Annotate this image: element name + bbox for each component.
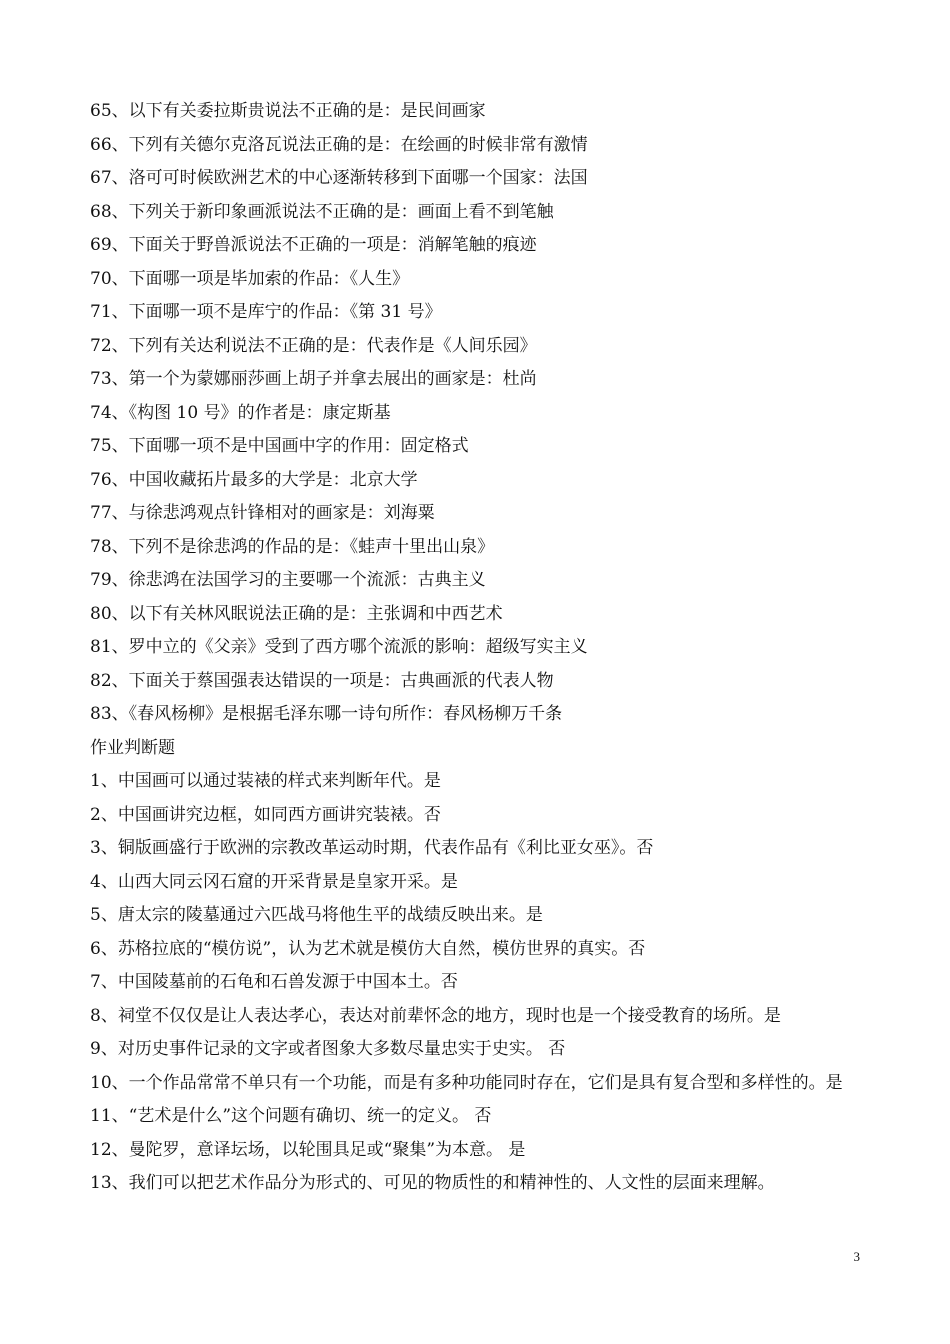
choice-item-66: 66、下列有关德尔克洛瓦说法正确的是：在绘画的时候非常有激情 [90, 134, 588, 155]
choice-item-76: 76、中国收藏拓片最多的大学是：北京大学 [90, 469, 418, 490]
choice-item-77: 77、与徐悲鸿观点针锋相对的画家是：刘海粟 [90, 503, 435, 523]
judgement-item-1: 1、中国画可以通过装裱的样式来判断年代。是 [90, 771, 441, 791]
choice-item-72: 72、下列有关达利说法不正确的是：代表作是《人间乐园》 [90, 335, 537, 356]
choice-item-69: 69、下面关于野兽派说法不正确的一项是：消解笔触的痕迹 [90, 235, 537, 255]
judgement-item-9: 9、对历史事件记录的文字或者图象大多数尽量忠实于史实。 否 [90, 1039, 566, 1059]
judgement-item-11: 11、“艺术是什么”这个问题有确切、统一的定义。 否 [90, 1106, 492, 1126]
choice-item-83: 83、《春风杨柳》是根据毛泽东哪一诗句所作：春风杨柳万千条 [90, 704, 563, 724]
section-heading: 作业判断题 [90, 737, 175, 758]
judgement-item-7: 7、中国陵墓前的石龟和石兽发源于中国本土。否 [90, 972, 458, 992]
judgement-item-12: 12、曼陀罗，意译坛场，以轮围具足或“聚集”为本意。 是 [90, 1139, 526, 1160]
choice-item-75: 75、下面哪一项不是中国画中字的作用：固定格式 [90, 436, 469, 456]
judgement-item-3: 3、铜版画盛行于欧洲的宗教改革运动时期，代表作品有《利比亚女巫》。否 [90, 838, 654, 858]
page-content [90, 95, 865, 1201]
judgement-item-4: 4、山西大同云冈石窟的开采背景是皇家开采。是 [90, 871, 458, 892]
choice-item-81: 81、罗中立的《父亲》受到了西方哪个流派的影响：超级写实主义 [90, 637, 588, 657]
choice-item-79: 79、徐悲鸿在法国学习的主要哪一个流派：古典主义 [90, 570, 486, 590]
choice-item-71: 71、下面哪一项不是库宁的作品：《第 31 号》 [90, 302, 442, 322]
judgement-item-8: 8、祠堂不仅仅是让人表达孝心，表达对前辈怀念的地方，现时也是一个接受教育的场所。是 [90, 1005, 781, 1026]
choice-item-68: 68、下列关于新印象画派说法不正确的是：画面上看不到笔触 [90, 201, 554, 222]
judgement-item-6: 6、苏格拉底的“模仿说”，认为艺术就是模仿大自然，模仿世界的真实。否 [90, 938, 646, 959]
choice-item-73: 73、第一个为蒙娜丽莎画上胡子并拿去展出的画家是：杜尚 [90, 369, 537, 389]
choice-item-65: 65、以下有关委拉斯贵说法不正确的是：是民间画家 [90, 101, 486, 121]
choice-item-74: 74、《构图 10 号》的作者是：康定斯基 [90, 402, 391, 423]
choice-item-78: 78、下列不是徐悲鸿的作品的是：《蛙声十里出山泉》 [90, 536, 495, 557]
page-number: 3 [853, 1249, 860, 1264]
choice-item-80: 80、以下有关林风眠说法正确的是：主张调和中西艺术 [90, 603, 503, 624]
judgement-item-5: 5、唐太宗的陵墓通过六匹战马将他生平的战绩反映出来。是 [90, 905, 543, 925]
judgement-item-10: 10、一个作品常常不单只有一个功能，而是有多种功能同时存在，它们是具有复合型和多样性的。是 [90, 1072, 843, 1093]
choice-item-70: 70、下面哪一项是毕加索的作品：《人生》 [90, 268, 410, 289]
choice-item-82: 82、下面关于蔡国强表达错误的一项是：古典画派的代表人物 [90, 670, 554, 691]
choice-item-67: 67、洛可可时候欧洲艺术的中心逐渐转移到下面哪一个国家：法国 [90, 168, 588, 188]
judgement-item-13: 13、我们可以把艺术作品分为形式的、可见的物质性的和精神性的、人文性的层面来理解。 [90, 1173, 775, 1193]
judgement-item-2: 2、中国画讲究边框，如同西方画讲究装裱。否 [90, 804, 441, 825]
